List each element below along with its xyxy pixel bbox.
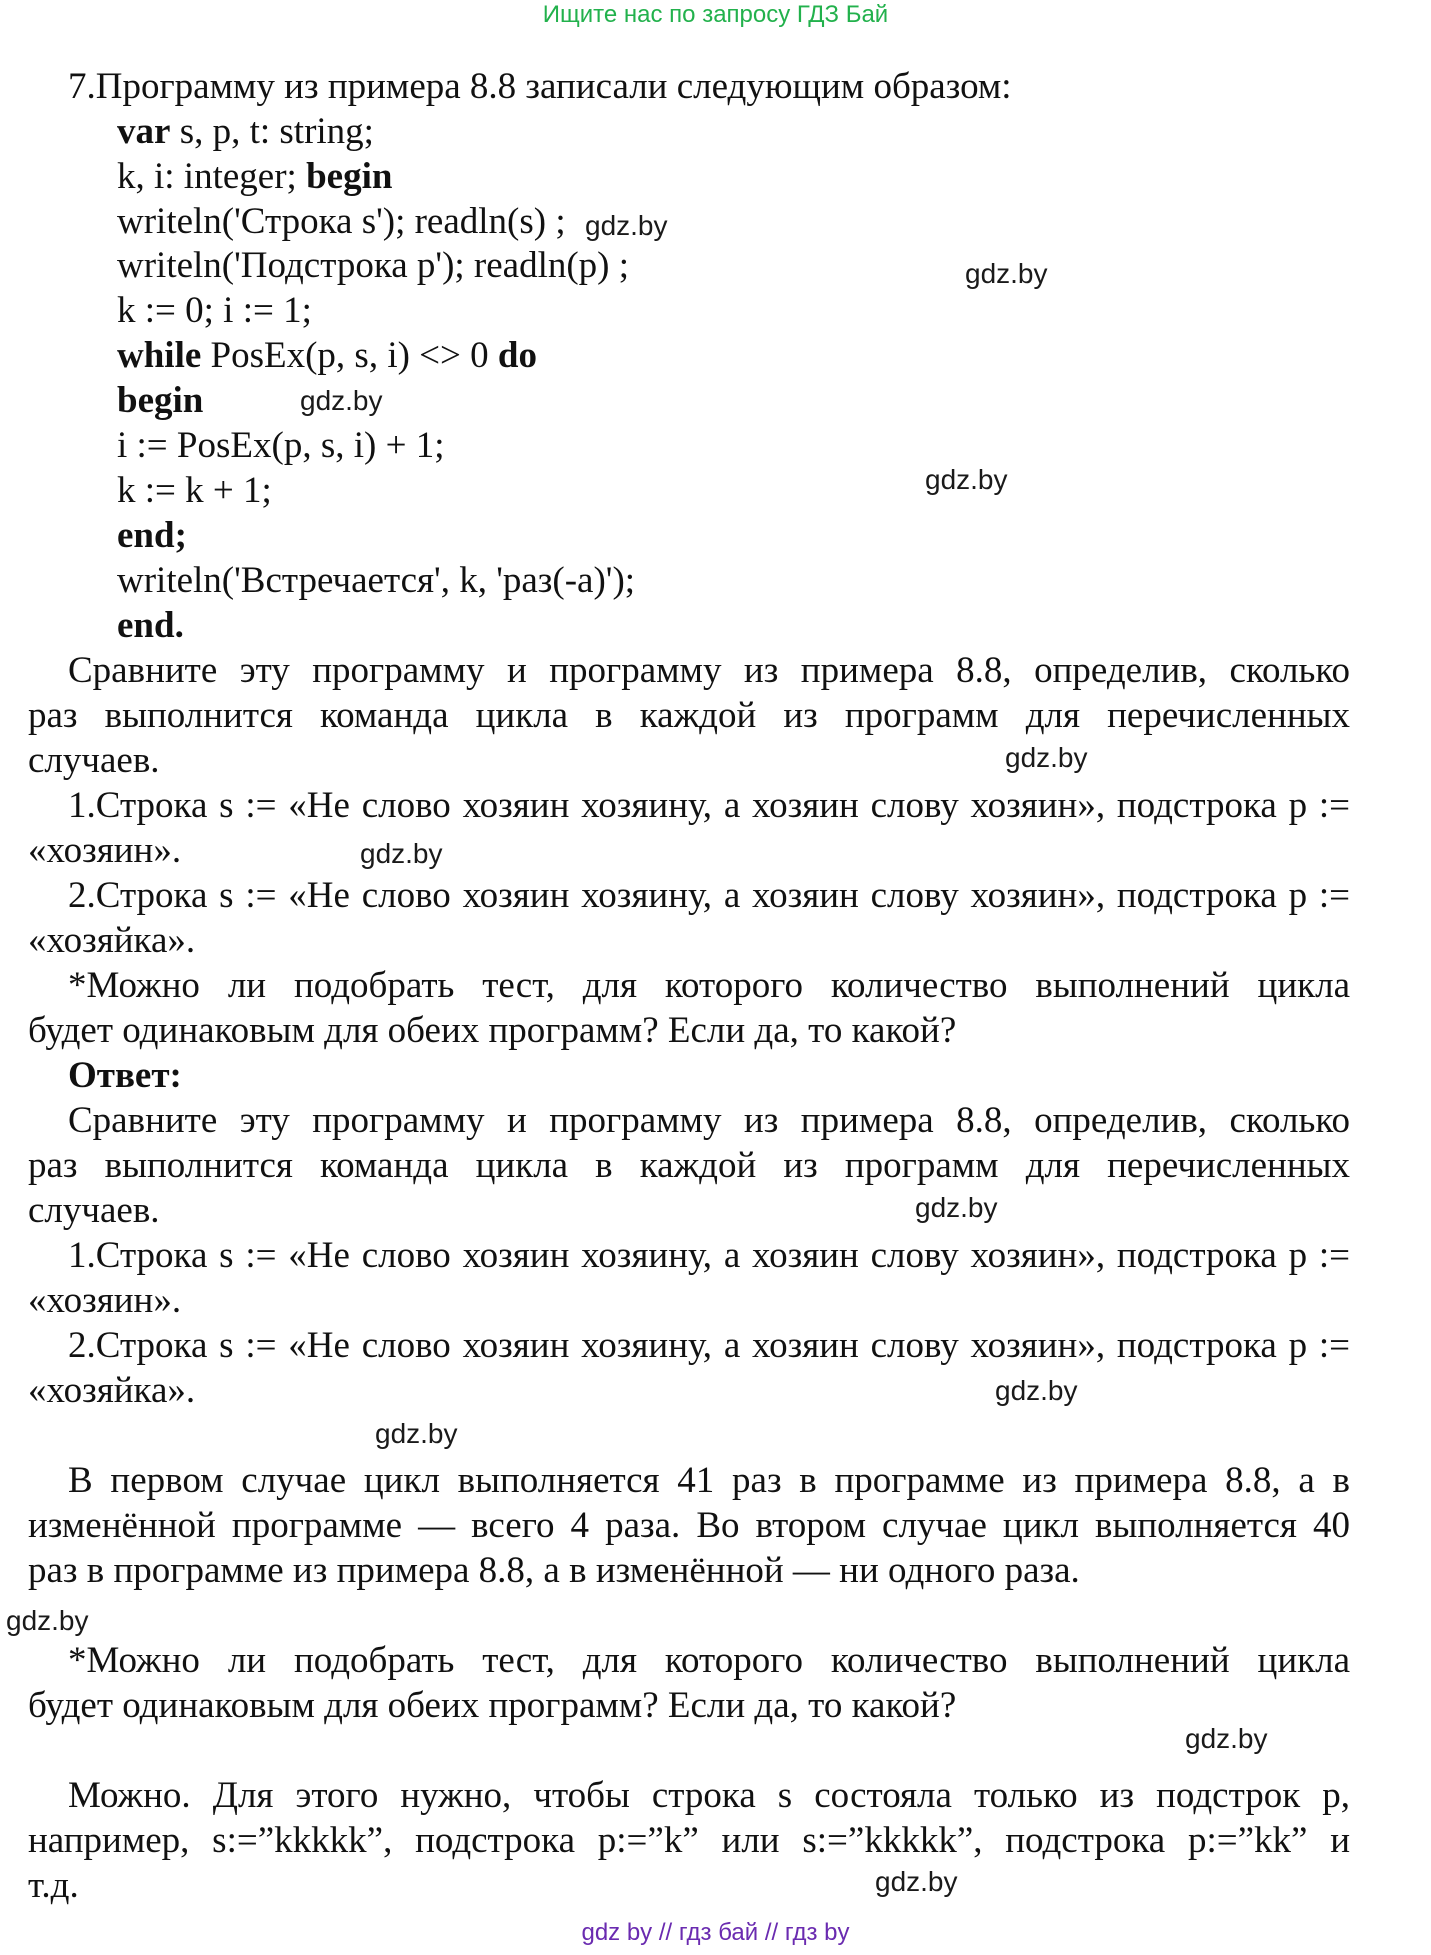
- code-line-3: writeln('Строка s'); readln(s) ;: [117, 201, 566, 242]
- task-case2-line-1: 2.Строка s := «Не слово хозяин хозяину, а хозяин слову хозяин», подстрока p :=: [68, 875, 1350, 916]
- code-keyword: do: [497, 335, 537, 376]
- answer-case1-line-2: «хозяин».: [28, 1280, 182, 1321]
- watermark: gdz.by: [1005, 742, 1088, 773]
- watermark: gdz.by: [875, 1866, 958, 1897]
- code-line-6: [117, 334, 537, 378]
- footer: gdz by // гдз бай // гдз by: [581, 1919, 850, 1946]
- answer-case2-line-1: 2.Строка s := «Не слово хозяин хозяину, а хозяин слову хозяин», подстрока p :=: [68, 1325, 1350, 1366]
- answer-final-line-3: т.д.: [28, 1865, 79, 1906]
- code-line-10: end;: [117, 515, 187, 556]
- code-keyword: begin: [306, 156, 393, 197]
- task-extra-line-2: будет одинаковым для обеих программ? Если да, то какой?: [28, 1010, 957, 1051]
- code-line-11: writeln('Встречается', k, 'раз(-а)');: [117, 560, 636, 601]
- task-case1-line-1: 1.Строка s := «Не слово хозяин хозяину, а хозяин слову хозяин», подстрока p :=: [68, 785, 1350, 826]
- watermark: gdz.by: [585, 210, 668, 241]
- answer-extra-line-1: *Можно ли подобрать тест, для которого количество выполнений цикла: [68, 1640, 1350, 1681]
- watermark: gdz.by: [375, 1418, 458, 1449]
- watermark: gdz.by: [1185, 1723, 1268, 1754]
- top-banner: Ищите нас по запросу ГДЗ Бай: [542, 1, 889, 28]
- answer-result-line-3: раз в программе из примера 8.8, а в изменённой — ни одного раза.: [28, 1550, 1080, 1591]
- watermark: gdz.by: [965, 258, 1048, 289]
- answer-compare-line-1: Сравните эту программу и программу из примера 8.8, определив, сколько: [68, 1100, 1350, 1141]
- answer-compare-line-2: раз выполнится команда цикла в каждой из программ для перечисленных: [28, 1145, 1350, 1186]
- code-line-12: end.: [117, 605, 184, 646]
- answer-result-line-2: изменённой программе — всего 4 раза. Во втором случае цикл выполняется 40: [28, 1505, 1350, 1546]
- code-line-9: k := k + 1;: [117, 470, 272, 511]
- answer-compare-line-3: случаев.: [28, 1190, 160, 1231]
- answer-heading: Ответ:: [68, 1055, 182, 1096]
- task-case1-line-2: «хозяин».: [28, 830, 182, 871]
- task-compare-line-3: случаев.: [28, 740, 160, 781]
- task-compare-line-2: раз выполнится команда цикла в каждой из программ для перечисленных: [28, 695, 1350, 736]
- watermark: gdz.by: [995, 1375, 1078, 1406]
- code-line-2: [117, 155, 392, 199]
- code-text: s, p, t: string;: [170, 111, 374, 152]
- code-text: k, i: integer;: [117, 156, 307, 197]
- task-extra-line-1: *Можно ли подобрать тест, для которого количество выполнений цикла: [68, 965, 1350, 1006]
- watermark: gdz.by: [915, 1192, 998, 1223]
- answer-final-line-1: Можно. Для этого нужно, чтобы строка s состояла только из подстрок p,: [68, 1775, 1350, 1816]
- code-line-7: begin: [117, 380, 204, 421]
- code-text: PosEx(p, s, i) <> 0: [201, 335, 498, 376]
- task-intro: 7.Программу из примера 8.8 записали следующим образом:: [68, 66, 1012, 107]
- task-case2-line-2: «хозяйка».: [28, 920, 196, 961]
- answer-final-line-2: например, s:=”kkkkk”, подстрока p:=”k” или s:=”kkkkk”, подстрока p:=”kk” и: [28, 1820, 1350, 1861]
- code-line-8: i := PosEx(p, s, i) + 1;: [117, 425, 445, 466]
- watermark: gdz.by: [925, 464, 1008, 495]
- code-line-5: k := 0; i := 1;: [117, 290, 312, 331]
- answer-extra-line-2: будет одинаковым для обеих программ? Если да, то какой?: [28, 1685, 957, 1726]
- task-compare-line-1: Сравните эту программу и программу из примера 8.8, определив, сколько: [68, 650, 1350, 691]
- code-line-1: [117, 110, 374, 154]
- answer-case1-line-1: 1.Строка s := «Не слово хозяин хозяину, а хозяин слову хозяин», подстрока p :=: [68, 1235, 1350, 1276]
- code-keyword: while: [117, 335, 202, 376]
- answer-result-line-1: В первом случае цикл выполняется 41 раз в программе из примера 8.8, а в: [68, 1460, 1350, 1501]
- watermark: gdz.by: [6, 1605, 89, 1636]
- answer-case2-line-2: «хозяйка».: [28, 1370, 196, 1411]
- code-line-4: writeln('Подстрока p'); readln(p) ;: [117, 245, 630, 286]
- watermark: gdz.by: [360, 838, 443, 869]
- watermark: gdz.by: [300, 385, 383, 416]
- code-keyword: var: [117, 111, 171, 152]
